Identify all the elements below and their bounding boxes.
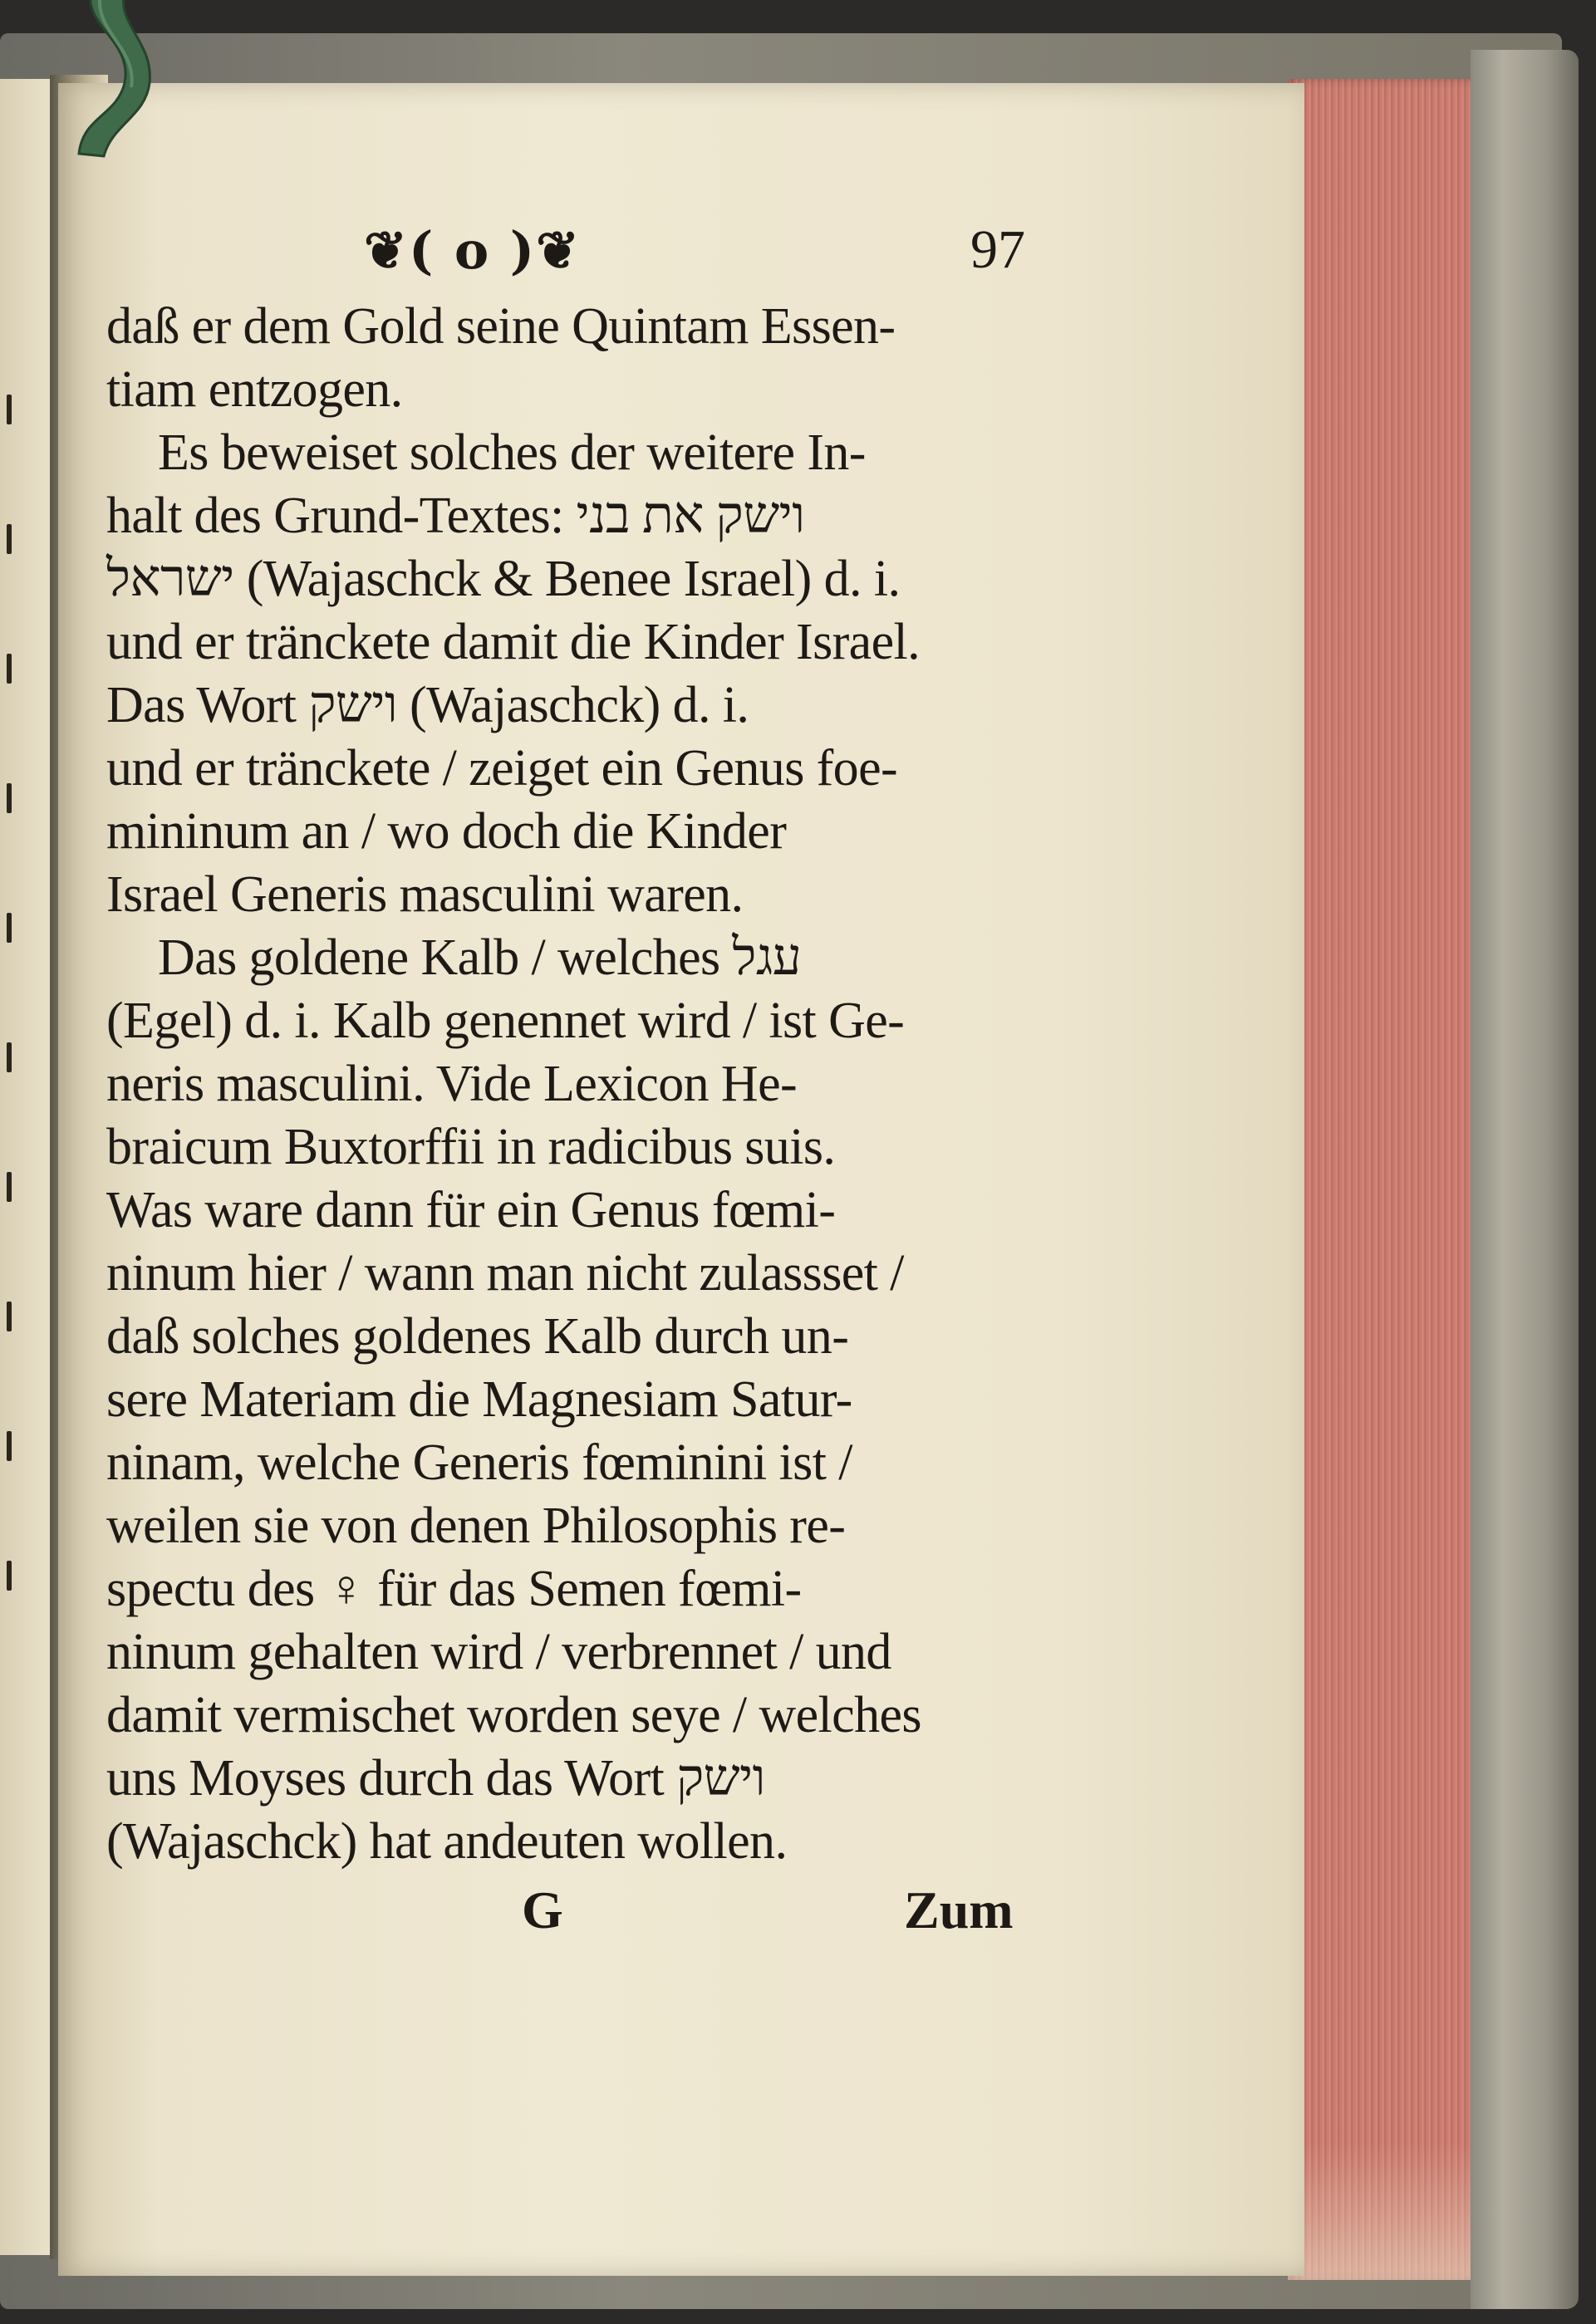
signature-mark: G [522,1880,563,1939]
text-fragment [7,1302,12,1331]
text-line: ninum gehalten wird / verbrennet / und [106,1624,891,1680]
text-line: Es beweiset solches der weitere In- [158,424,866,481]
text-line: Israel Generis masculini waren. [106,866,744,923]
book-fore-edge-cover [1471,50,1579,2309]
body-text [106,295,1053,1873]
text-fragment [7,654,12,684]
page-text [106,195,1053,1946]
text-line: (Wajaschck) hat andeuten wollen. [106,1813,788,1870]
text-line: Das Wort וישק (Wajaschck) d. i. [106,677,749,733]
text-fragment [7,1042,12,1072]
text-line: und er tränckete / zeiget ein Genus foe- [106,740,898,797]
page-edges-shade [1288,2143,1471,2280]
text-line: mininum an / wo doch die Kinder [106,803,787,860]
text-line: daß solches goldenes Kalb durch un- [106,1308,849,1365]
text-line: (Egel) d. i. Kalb genennet wird / ist Ge- [106,993,905,1049]
text-fragment [7,1561,12,1591]
text-fragment [7,395,12,424]
text-line: tiam entzogen. [106,361,403,418]
text-line: ninum hier / wann man nicht zulassset / [106,1245,904,1302]
red-page-edges [1288,79,1471,2280]
left-page-text-fragments [7,395,27,1640]
text-line: braicum Buxtorffii in radicibus suis. [106,1119,836,1175]
running-header [106,195,1053,295]
ribbon-bookmark-icon [33,0,183,158]
text-fragment [7,1431,12,1461]
catchword: Zum [904,1880,1014,1939]
text-line: neris masculini. Vide Lexicon He- [106,1056,798,1112]
text-line: spectu des ♀ für das Semen fœmi- [106,1561,802,1617]
page-number: 97 [970,219,1025,280]
text-fragment [7,913,12,943]
text-line: sere Materiam die Magnesiam Satur- [106,1371,852,1428]
text-fragment [7,524,12,554]
text-line: ישראל (Wajaschck & Benee Israel) d. i. [106,551,901,607]
text-line: ninam, welche Generis fœminini ist / [106,1434,852,1491]
text-line: damit vermischet worden seye / welches [106,1687,921,1743]
text-line: Das goldene Kalb / welches עגל [158,929,802,986]
text-line: uns Moyses durch das Wort וישק [106,1750,765,1807]
page-footer [106,1880,1053,1946]
text-line: Was ware dann für ein Genus fœmi- [106,1182,836,1238]
text-fragment [7,1172,12,1202]
text-line: halt des Grund-Textes: וישק את בני [106,488,805,544]
text-line: daß er dem Gold seine Quintam Essen- [106,298,896,355]
header-ornament: ❦( o )❦ [364,220,582,281]
text-fragment [7,783,12,813]
text-line: weilen sie von denen Philosophis re- [106,1498,846,1554]
text-line: und er tränckete damit die Kinder Israel. [106,614,921,670]
